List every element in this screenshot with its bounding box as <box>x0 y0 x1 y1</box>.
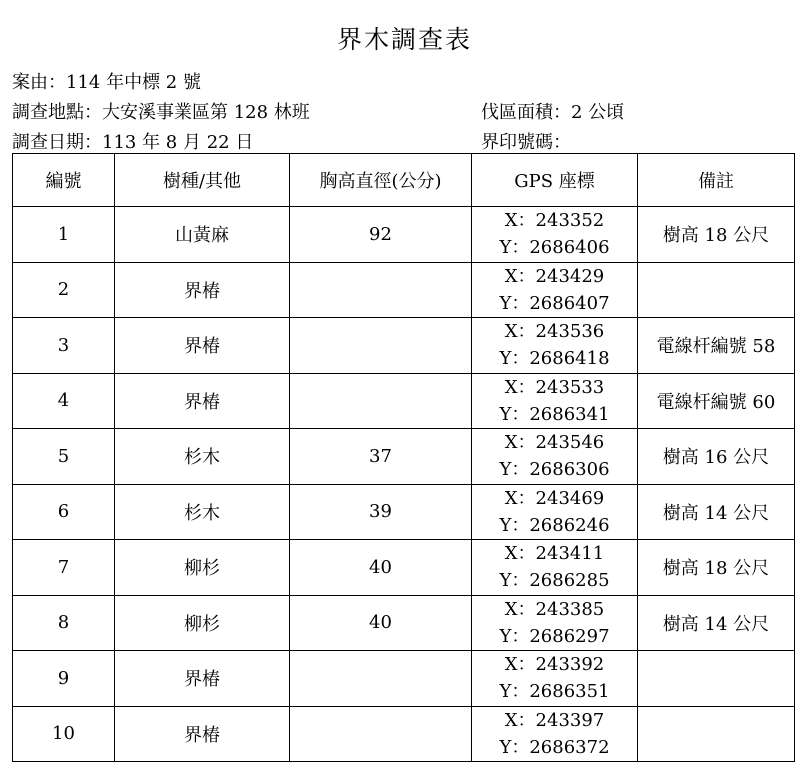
table-row <box>13 540 795 596</box>
cell-gps <box>472 373 638 429</box>
cell-dbh: 40 <box>290 595 472 651</box>
felling-area: 伐區面積：2 公頃 <box>481 102 625 123</box>
header-note: 備註 <box>638 154 795 207</box>
gps-x: X：243533 <box>504 376 605 398</box>
boundary-tree-table <box>12 153 795 762</box>
cell-number: 1 <box>13 207 115 263</box>
cell-note: 電線杆編號 60 <box>638 373 795 429</box>
gps-y: Y：2686418 <box>499 348 610 370</box>
gps-y: Y：2686306 <box>499 459 610 481</box>
gps-x: X：243352 <box>504 210 605 232</box>
cell-number: 2 <box>13 262 115 318</box>
cell-gps <box>472 540 638 596</box>
cell-species: 柳杉 <box>115 540 290 596</box>
table-row <box>13 318 795 374</box>
survey-location: 調查地點：大安溪事業區第 128 林班 <box>12 102 310 123</box>
gps-y: Y：2686341 <box>499 403 610 425</box>
gps-x: X：243397 <box>504 709 605 731</box>
cell-species: 界椿 <box>115 651 290 707</box>
gps-y: Y：2686297 <box>499 625 610 647</box>
cell-gps <box>472 262 638 318</box>
cell-gps <box>472 706 638 762</box>
cell-dbh <box>290 262 472 318</box>
cell-note: 樹高 14 公尺 <box>638 595 795 651</box>
gps-x: X：243536 <box>504 321 605 343</box>
cell-species: 杉木 <box>115 484 290 540</box>
cell-species: 界椿 <box>115 373 290 429</box>
gps-y: Y：2686246 <box>499 514 610 536</box>
gps-x: X：243385 <box>504 598 605 620</box>
cell-species: 界椿 <box>115 706 290 762</box>
cell-species: 山黃麻 <box>115 207 290 263</box>
cell-dbh: 39 <box>290 484 472 540</box>
cell-note <box>638 262 795 318</box>
cell-number: 3 <box>13 318 115 374</box>
cell-species: 界椿 <box>115 318 290 374</box>
gps-x: X：243429 <box>504 265 605 287</box>
gps-y: Y：2686372 <box>499 736 610 758</box>
gps-y: Y：2686407 <box>499 292 610 314</box>
cell-dbh <box>290 318 472 374</box>
table-row <box>13 207 795 263</box>
gps-x: X：243546 <box>504 432 605 454</box>
gps-y: Y：2686351 <box>499 681 610 703</box>
cell-gps <box>472 429 638 485</box>
cell-dbh <box>290 651 472 707</box>
cell-dbh: 37 <box>290 429 472 485</box>
cell-gps <box>472 318 638 374</box>
table-row <box>13 262 795 318</box>
case-number: 案由：114 年中標 2 號 <box>12 72 201 93</box>
cell-number: 6 <box>13 484 115 540</box>
cell-dbh <box>290 373 472 429</box>
table-header-row <box>13 154 795 207</box>
boundary-mark-code: 界印號碼： <box>481 132 571 153</box>
cell-number: 5 <box>13 429 115 485</box>
cell-note <box>638 706 795 762</box>
cell-gps <box>472 651 638 707</box>
table-row <box>13 373 795 429</box>
header-dbh: 胸高直徑(公分) <box>290 154 472 207</box>
table-row <box>13 484 795 540</box>
cell-species: 界椿 <box>115 262 290 318</box>
table-row <box>13 706 795 762</box>
cell-dbh: 92 <box>290 207 472 263</box>
survey-date: 調查日期：113 年 8 月 22 日 <box>12 132 254 153</box>
cell-species: 柳杉 <box>115 595 290 651</box>
gps-x: X：243469 <box>504 487 605 509</box>
cell-note: 樹高 16 公尺 <box>638 429 795 485</box>
cell-note <box>638 651 795 707</box>
header-number: 編號 <box>13 154 115 207</box>
cell-note: 樹高 18 公尺 <box>638 540 795 596</box>
form-title: 界木調查表 <box>336 25 472 54</box>
cell-gps <box>472 207 638 263</box>
cell-gps <box>472 595 638 651</box>
cell-number: 9 <box>13 651 115 707</box>
cell-dbh <box>290 706 472 762</box>
header-species: 樹種/其他 <box>115 154 290 207</box>
table-row <box>13 651 795 707</box>
gps-y: Y：2686406 <box>499 237 610 259</box>
header-gps: GPS 座標 <box>472 154 638 207</box>
table-row <box>13 595 795 651</box>
cell-note: 樹高 14 公尺 <box>638 484 795 540</box>
cell-species: 杉木 <box>115 429 290 485</box>
cell-number: 10 <box>13 706 115 762</box>
gps-x: X：243411 <box>504 543 605 565</box>
cell-note: 電線杆編號 58 <box>638 318 795 374</box>
cell-number: 4 <box>13 373 115 429</box>
cell-note: 樹高 18 公尺 <box>638 207 795 263</box>
gps-x: X：243392 <box>504 654 605 676</box>
cell-number: 8 <box>13 595 115 651</box>
cell-gps <box>472 484 638 540</box>
table-row <box>13 429 795 485</box>
gps-y: Y：2686285 <box>499 570 610 592</box>
cell-number: 7 <box>13 540 115 596</box>
cell-dbh: 40 <box>290 540 472 596</box>
